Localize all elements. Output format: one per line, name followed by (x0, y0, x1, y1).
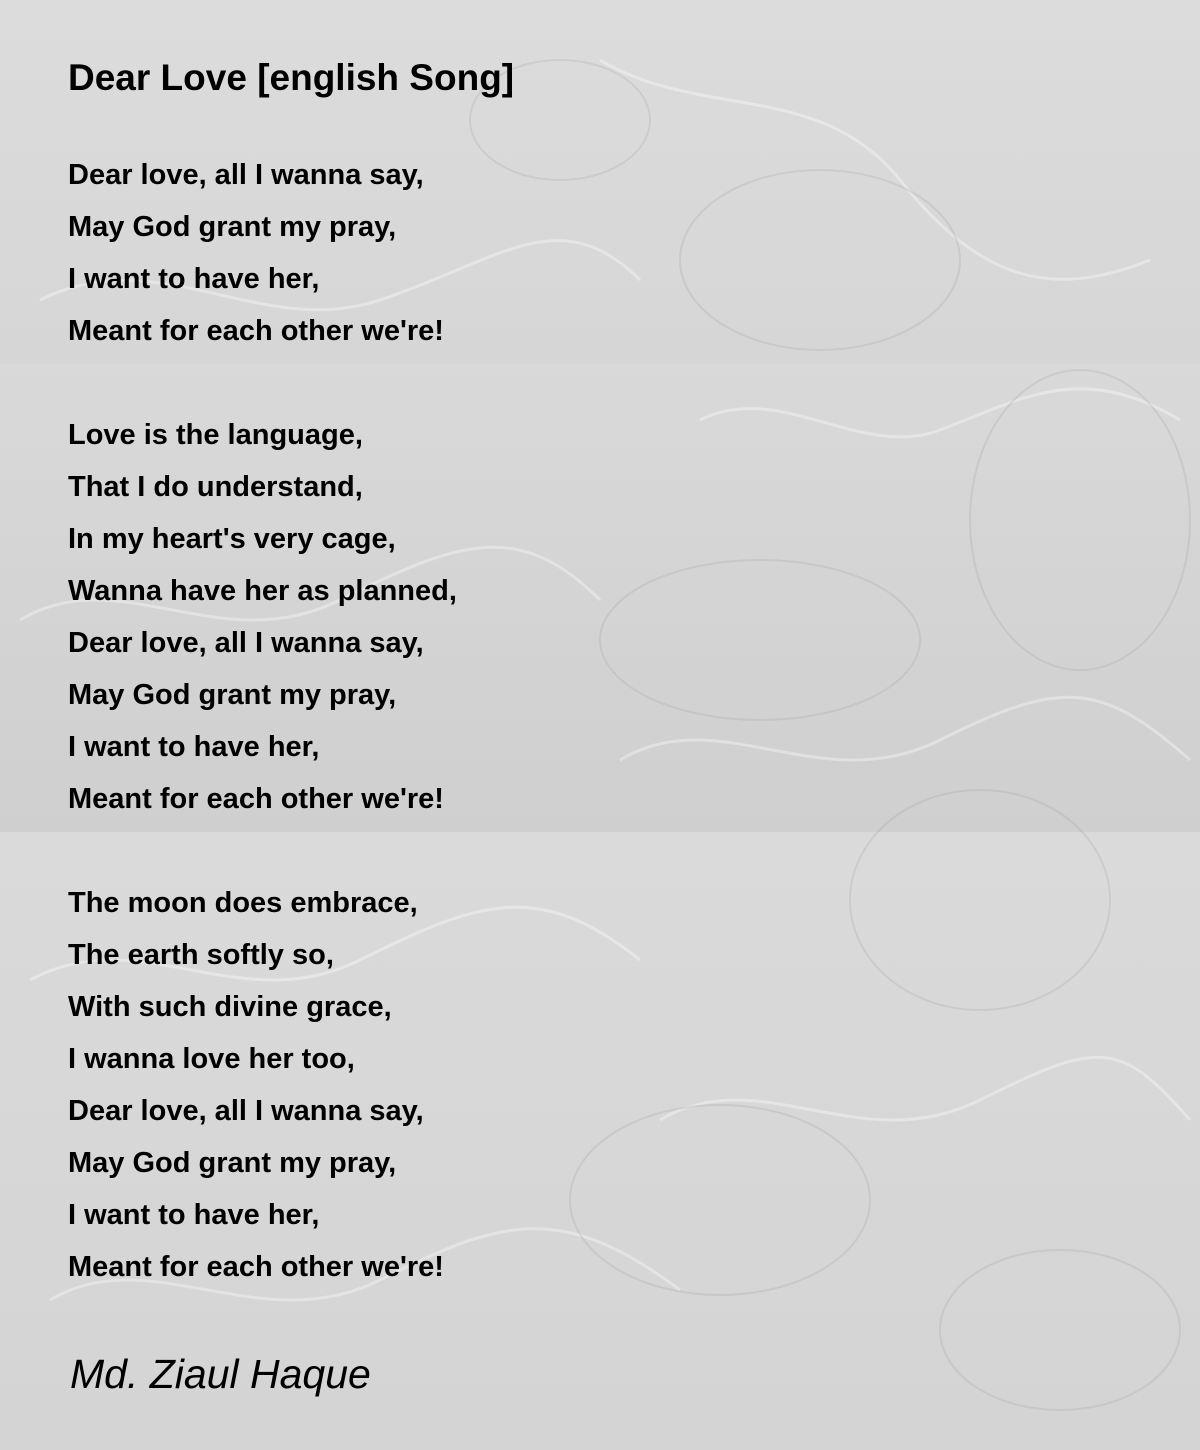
stanza (68, 152, 444, 360)
poem-title: Dear Love [english Song] (68, 57, 515, 98)
poem-line: Dear love, all I wanna say, (68, 159, 424, 191)
poem-line: With such divine grace, (68, 991, 392, 1023)
poem-line: That I do understand, (68, 471, 363, 503)
poem-line: Meant for each other we're! (68, 1251, 444, 1283)
poem-line: Dear love, all I wanna say, (68, 627, 424, 659)
stanza (68, 880, 444, 1296)
poem-line: Love is the language, (68, 419, 363, 451)
poem-line: May God grant my pray, (68, 211, 397, 243)
poem-line: I want to have her, (68, 263, 320, 295)
poem-author: Md. Ziaul Haque (70, 1351, 371, 1397)
poem-line: Dear love, all I wanna say, (68, 1095, 424, 1127)
poem-line: I want to have her, (68, 731, 320, 763)
stanza (68, 412, 457, 828)
poem-line: Meant for each other we're! (68, 783, 444, 815)
poem-line: In my heart's very cage, (68, 523, 396, 555)
poem-line: The earth softly so, (68, 939, 334, 971)
poem-line: The moon does embrace, (68, 887, 418, 919)
poem-line: I wanna love her too, (68, 1043, 355, 1075)
poem-line: May God grant my pray, (68, 1147, 397, 1179)
poem-line: Wanna have her as planned, (68, 575, 457, 607)
poem-line: May God grant my pray, (68, 679, 397, 711)
poem-line: I want to have her, (68, 1199, 320, 1231)
poem-line: Meant for each other we're! (68, 315, 444, 347)
